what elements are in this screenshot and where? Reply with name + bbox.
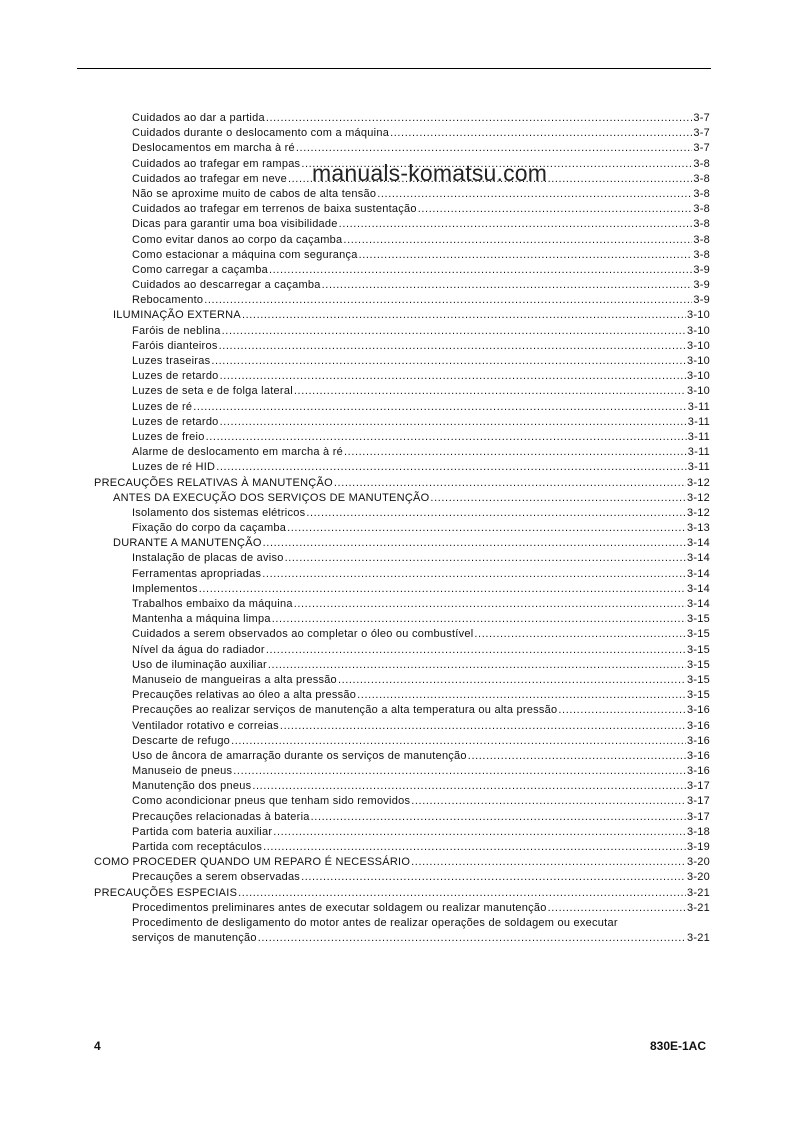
- dot-leader: [322, 278, 693, 293]
- toc-entry-title: serviços de manutenção: [132, 932, 257, 945]
- dot-leader: [359, 248, 693, 263]
- toc-entry-page: 3-16: [686, 749, 710, 762]
- toc-entry[interactable]: [94, 749, 710, 764]
- toc-entry-title: Manuseio de mangueiras a alta pressão: [132, 673, 337, 686]
- toc-entry-title: Cuidados ao descarregar a caçamba: [132, 279, 321, 292]
- toc-entry-title: COMO PROCEDER QUANDO UM REPARO É NECESSÁRIO: [94, 856, 411, 869]
- toc-entry-title: Dicas para garantir uma boa visibilidade: [132, 218, 338, 231]
- toc-entry-page: 3-17: [686, 795, 710, 808]
- watermark: manuals-komatsu.com: [312, 160, 548, 186]
- dot-leader: [280, 719, 686, 734]
- toc-entry-title: Cuidados durante o deslocamento com a máquina: [132, 127, 390, 140]
- toc-entry-page: 3-7: [693, 127, 710, 140]
- dot-leader: [418, 202, 693, 217]
- toc-entry[interactable]: [94, 810, 710, 825]
- dot-leader: [430, 491, 686, 506]
- dot-leader: [219, 339, 686, 354]
- dot-leader: [206, 430, 687, 445]
- toc-entry[interactable]: [94, 521, 710, 536]
- toc-entry[interactable]: [94, 187, 710, 202]
- toc-entry[interactable]: [94, 703, 710, 718]
- dot-leader: [238, 886, 686, 901]
- toc-entry[interactable]: [94, 794, 710, 809]
- dot-leader: [294, 384, 686, 399]
- toc-entry-title: Descarte de refugo: [132, 734, 231, 747]
- toc-entry-title: Partida com bateria auxiliar: [132, 825, 273, 838]
- toc-entry-page: 3-15: [686, 628, 710, 641]
- dot-leader: [269, 263, 692, 278]
- toc-entry[interactable]: [94, 886, 710, 901]
- toc-entry-title: Faróis dianteiros: [132, 339, 218, 352]
- dot-leader: [231, 734, 686, 749]
- toc-entry-title: Rebocamento: [132, 294, 204, 307]
- toc-entry-page: 3-7: [693, 142, 710, 155]
- toc-entry-page: 3-8: [693, 248, 710, 261]
- dot-leader: [216, 460, 687, 475]
- toc-entry-page: 3-11: [687, 415, 710, 428]
- toc-entry-page: 3-8: [693, 172, 710, 185]
- toc-entry-title: Implementos: [132, 582, 198, 595]
- dot-leader: [411, 794, 686, 809]
- toc-entry-page: 3-14: [686, 567, 710, 580]
- toc-entry[interactable]: [94, 734, 710, 749]
- toc-entry-page: 3-8: [693, 233, 710, 246]
- toc-entry-title: Cuidados ao trafegar em neve: [132, 172, 287, 185]
- toc-entry-title: Trabalhos embaixo da máquina: [132, 598, 293, 610]
- table-of-contents: [94, 111, 710, 946]
- dot-leader: [262, 567, 686, 582]
- toc-entry-title: Manutenção dos pneus: [132, 780, 252, 793]
- toc-entry[interactable]: [94, 324, 710, 339]
- toc-entry-title: Ferramentas apropriadas: [132, 567, 262, 580]
- toc-entry-page: 3-18: [686, 825, 710, 838]
- toc-entry-page: 3-10: [686, 370, 710, 383]
- toc-entry-page: 3-9: [693, 294, 710, 307]
- toc-entry-page: 3-21: [686, 901, 710, 914]
- toc-entry[interactable]: [94, 233, 710, 248]
- model-code: 830E-1AC: [649, 1039, 706, 1053]
- toc-entry-title: Procedimentos preliminares antes de executar soldagem ou realizar manutenção: [132, 901, 547, 914]
- toc-entry-page: 3-21: [686, 886, 710, 899]
- toc-entry-title: Como estacionar a máquina com segurança: [132, 248, 358, 261]
- toc-entry[interactable]: [94, 369, 710, 384]
- toc-entry[interactable]: [94, 126, 710, 141]
- toc-entry-page: 3-10: [686, 339, 710, 352]
- toc-entry[interactable]: [94, 491, 710, 506]
- toc-entry[interactable]: [94, 263, 710, 278]
- dot-leader: [272, 612, 686, 627]
- toc-entry-page: 3-14: [686, 537, 710, 550]
- toc-entry[interactable]: [94, 217, 710, 232]
- toc-entry-page: 3-16: [686, 734, 710, 747]
- toc-entry-title: Nível da água do radiador: [132, 643, 265, 656]
- dot-leader: [266, 111, 693, 126]
- toc-entry-title: Cuidados a serem observados ao completar o óleo ou combustível: [132, 628, 474, 641]
- toc-entry[interactable]: [94, 460, 710, 475]
- dot-leader: [242, 308, 686, 323]
- dot-leader: [339, 217, 693, 232]
- toc-entry-page: 3-19: [686, 841, 710, 853]
- dot-leader: [199, 582, 686, 597]
- toc-entry-page: 3-8: [693, 203, 710, 216]
- toc-entry-page: 3-8: [693, 218, 710, 231]
- toc-entry[interactable]: [94, 202, 710, 217]
- toc-entry[interactable]: [94, 673, 710, 688]
- toc-entry[interactable]: [94, 719, 710, 734]
- dot-leader: [263, 536, 686, 551]
- toc-entry-title: Como evitar danos ao corpo da caçamba: [132, 233, 343, 246]
- toc-entry-page: 3-11: [687, 430, 710, 443]
- dot-leader: [273, 825, 686, 840]
- toc-entry-page: 3-15: [686, 673, 710, 686]
- dot-leader: [338, 673, 686, 688]
- toc-entry-title: Cuidados ao trafegar em rampas: [132, 157, 301, 170]
- toc-entry[interactable]: [94, 551, 710, 566]
- dot-leader: [294, 597, 686, 612]
- toc-entry-page: 3-12: [686, 476, 710, 489]
- toc-entry-title: PRECAUÇÕES RELATIVAS À MANUTENÇÃO: [94, 476, 333, 489]
- toc-entry-title: Luzes de ré HID: [132, 461, 216, 474]
- dot-leader: [474, 627, 686, 642]
- dot-leader: [558, 703, 686, 718]
- toc-entry-title: PRECAUÇÕES ESPECIAIS: [94, 886, 238, 899]
- toc-entry-title: Luzes de seta e de folga lateral: [132, 385, 293, 398]
- toc-entry-title: Deslocamentos em marcha à ré: [132, 142, 295, 155]
- dot-leader: [222, 324, 686, 339]
- toc-entry-page: 3-11: [687, 461, 710, 474]
- toc-entry[interactable]: [94, 658, 710, 673]
- toc-entry-page: 3-7: [693, 112, 710, 124]
- toc-entry[interactable]: [94, 840, 710, 855]
- toc-entry-page: 3-10: [686, 385, 710, 398]
- toc-entry-page: 3-14: [686, 552, 710, 565]
- toc-entry[interactable]: [94, 293, 710, 308]
- toc-entry[interactable]: [94, 415, 710, 430]
- toc-entry-page: 3-15: [686, 613, 710, 626]
- toc-entry-page: 3-12: [686, 506, 710, 519]
- toc-entry[interactable]: [94, 597, 710, 612]
- toc-entry-page: 3-20: [686, 871, 710, 884]
- dot-leader: [263, 840, 686, 855]
- toc-entry-title: Ventilador rotativo e correias: [132, 719, 279, 732]
- toc-entry[interactable]: [94, 248, 710, 263]
- dot-leader: [357, 688, 686, 703]
- toc-entry-title: Como acondicionar pneus que tenham sido removidos: [132, 795, 411, 808]
- toc-entry-title: Cuidados ao trafegar em terrenos de baixa sustentação: [132, 203, 417, 216]
- toc-entry-title: Uso de âncora de amarração durante os serviços de manutenção: [132, 749, 467, 762]
- toc-entry-page: 3-16: [686, 704, 710, 717]
- toc-entry[interactable]: [94, 111, 710, 126]
- toc-entry-title-line1[interactable]: Procedimento de desligamento do motor antes de realizar operações de soldagem ou executar: [132, 916, 618, 929]
- header-rule: [77, 68, 711, 69]
- toc-entry-title: Cuidados ao dar a partida: [132, 112, 265, 124]
- toc-entry-title: Luzes traseiras: [132, 355, 211, 367]
- toc-entry-page: 3-16: [686, 719, 710, 732]
- dot-leader: [266, 643, 686, 658]
- toc-entry-title: Faróis de neblina: [132, 324, 221, 337]
- dot-leader: [468, 749, 686, 764]
- toc-entry-title: Precauções relacionadas à bateria: [132, 810, 310, 823]
- dot-leader: [411, 855, 686, 870]
- toc-entry-page: 3-11: [687, 400, 710, 413]
- toc-entry-page: 3-10: [686, 324, 710, 337]
- toc-entry-page: 3-15: [686, 658, 710, 671]
- dot-leader: [233, 764, 686, 779]
- toc-entry-page: 3-14: [686, 582, 710, 595]
- toc-entry-page: 3-9: [693, 263, 710, 276]
- toc-entry[interactable]: [94, 567, 710, 582]
- toc-entry-title: Alarme de deslocamento em marcha à ré: [132, 446, 344, 459]
- toc-entry[interactable]: [94, 384, 710, 399]
- dot-leader: [220, 415, 687, 430]
- toc-entry[interactable]: [94, 278, 710, 293]
- toc-entry-title: Luzes de retardo: [132, 415, 219, 428]
- toc-entry-page: 3-13: [686, 522, 710, 535]
- dot-leader: [343, 233, 692, 248]
- toc-entry-page: 3-8: [693, 157, 710, 170]
- dot-leader: [193, 400, 687, 415]
- toc-entry-page: 3-17: [686, 780, 710, 793]
- toc-entry-title: ILUMINAÇÃO EXTERNA: [113, 309, 241, 322]
- dot-leader: [287, 521, 686, 536]
- toc-entry-title: DURANTE A MANUTENÇÃO: [113, 537, 262, 550]
- toc-entry-title: Precauções relativas ao óleo a alta pressão: [132, 689, 357, 702]
- toc-entry[interactable]: [94, 870, 710, 885]
- toc-entry[interactable]: [94, 582, 710, 597]
- toc-entry[interactable]: [94, 400, 710, 415]
- toc-entry-title: ANTES DA EXECUÇÃO DOS SERVIÇOS DE MANUTENÇÃO: [113, 491, 430, 504]
- dot-leader: [211, 354, 686, 369]
- toc-entry[interactable]: [94, 825, 710, 840]
- toc-entry[interactable]: [94, 354, 710, 369]
- toc-entry-title: Partida com receptáculos: [132, 841, 263, 853]
- toc-entry-page: 3-11: [687, 446, 710, 459]
- dot-leader: [268, 658, 686, 673]
- toc-entry-title: Manuseio de pneus: [132, 765, 233, 778]
- toc-entry-title: Instalação de placas de aviso: [132, 552, 284, 565]
- toc-entry-page: 3-17: [686, 810, 710, 823]
- toc-entry[interactable]: [94, 855, 710, 870]
- toc-entry-page: 3-12: [686, 491, 710, 504]
- toc-entry-title: Não se aproxime muito de cabos de alta tensão: [132, 187, 377, 200]
- dot-leader: [258, 931, 686, 946]
- dot-leader: [334, 476, 686, 491]
- page-number: 4: [94, 1039, 101, 1053]
- dot-leader: [285, 551, 686, 566]
- toc-entry-title: Mantenha a máquina limpa: [132, 613, 271, 626]
- toc-entry-title: Uso de iluminação auxiliar: [132, 658, 267, 671]
- toc-entry[interactable]: [94, 445, 710, 460]
- toc-entry[interactable]: [94, 901, 710, 916]
- toc-entry[interactable]: [94, 643, 710, 658]
- toc-entry[interactable]: [94, 688, 710, 703]
- toc-entry-title: Isolamento dos sistemas elétricos: [132, 506, 306, 519]
- toc-entry[interactable]: [94, 430, 710, 445]
- toc-entry[interactable]: [94, 476, 710, 491]
- toc-entry-title: Fixação do corpo da caçamba: [132, 522, 287, 535]
- dot-leader: [204, 293, 692, 308]
- toc-entry-page: 3-9: [693, 279, 710, 292]
- toc-entry-title: Luzes de freio: [132, 430, 205, 443]
- dot-leader: [390, 126, 692, 141]
- toc-entry-page: 3-14: [686, 598, 710, 610]
- toc-entry[interactable]: [94, 506, 710, 521]
- toc-entry[interactable]: [94, 779, 710, 794]
- toc-entry[interactable]: [94, 308, 710, 323]
- dot-leader: [311, 810, 686, 825]
- toc-entry[interactable]: [94, 339, 710, 354]
- toc-entry-page: 3-10: [686, 309, 710, 322]
- dot-leader: [306, 506, 686, 521]
- toc-entry-title: Precauções ao realizar serviços de manutenção a alta temperatura ou alta pressão: [132, 704, 558, 717]
- dot-leader: [344, 445, 687, 460]
- dot-leader: [548, 901, 686, 916]
- dot-leader: [252, 779, 686, 794]
- toc-entry-page: 3-20: [686, 856, 710, 869]
- toc-entry-page: 3-8: [693, 187, 710, 200]
- toc-entry-page: 3-10: [686, 355, 710, 367]
- toc-entry[interactable]: [94, 627, 710, 642]
- toc-entry[interactable]: [94, 764, 710, 779]
- toc-entry-page: 3-15: [686, 643, 710, 656]
- toc-entry[interactable]: [94, 536, 710, 551]
- toc-entry[interactable]: [94, 141, 710, 156]
- dot-leader: [301, 870, 686, 885]
- toc-entry[interactable]: [94, 612, 710, 627]
- dot-leader: [377, 187, 692, 202]
- dot-leader: [296, 141, 692, 156]
- toc-entry-title: Luzes de retardo: [132, 370, 219, 383]
- dot-leader: [220, 369, 686, 384]
- toc-entry-page: 3-15: [686, 689, 710, 702]
- toc-entry-title: Precauções a serem observadas: [132, 871, 301, 884]
- toc-entry-page: 3-16: [686, 765, 710, 778]
- toc-entry-title: Como carregar a caçamba: [132, 263, 268, 276]
- toc-entry[interactable]: [94, 931, 710, 946]
- toc-entry-page: 3-21: [686, 932, 710, 945]
- toc-entry-title: Luzes de ré: [132, 400, 193, 413]
